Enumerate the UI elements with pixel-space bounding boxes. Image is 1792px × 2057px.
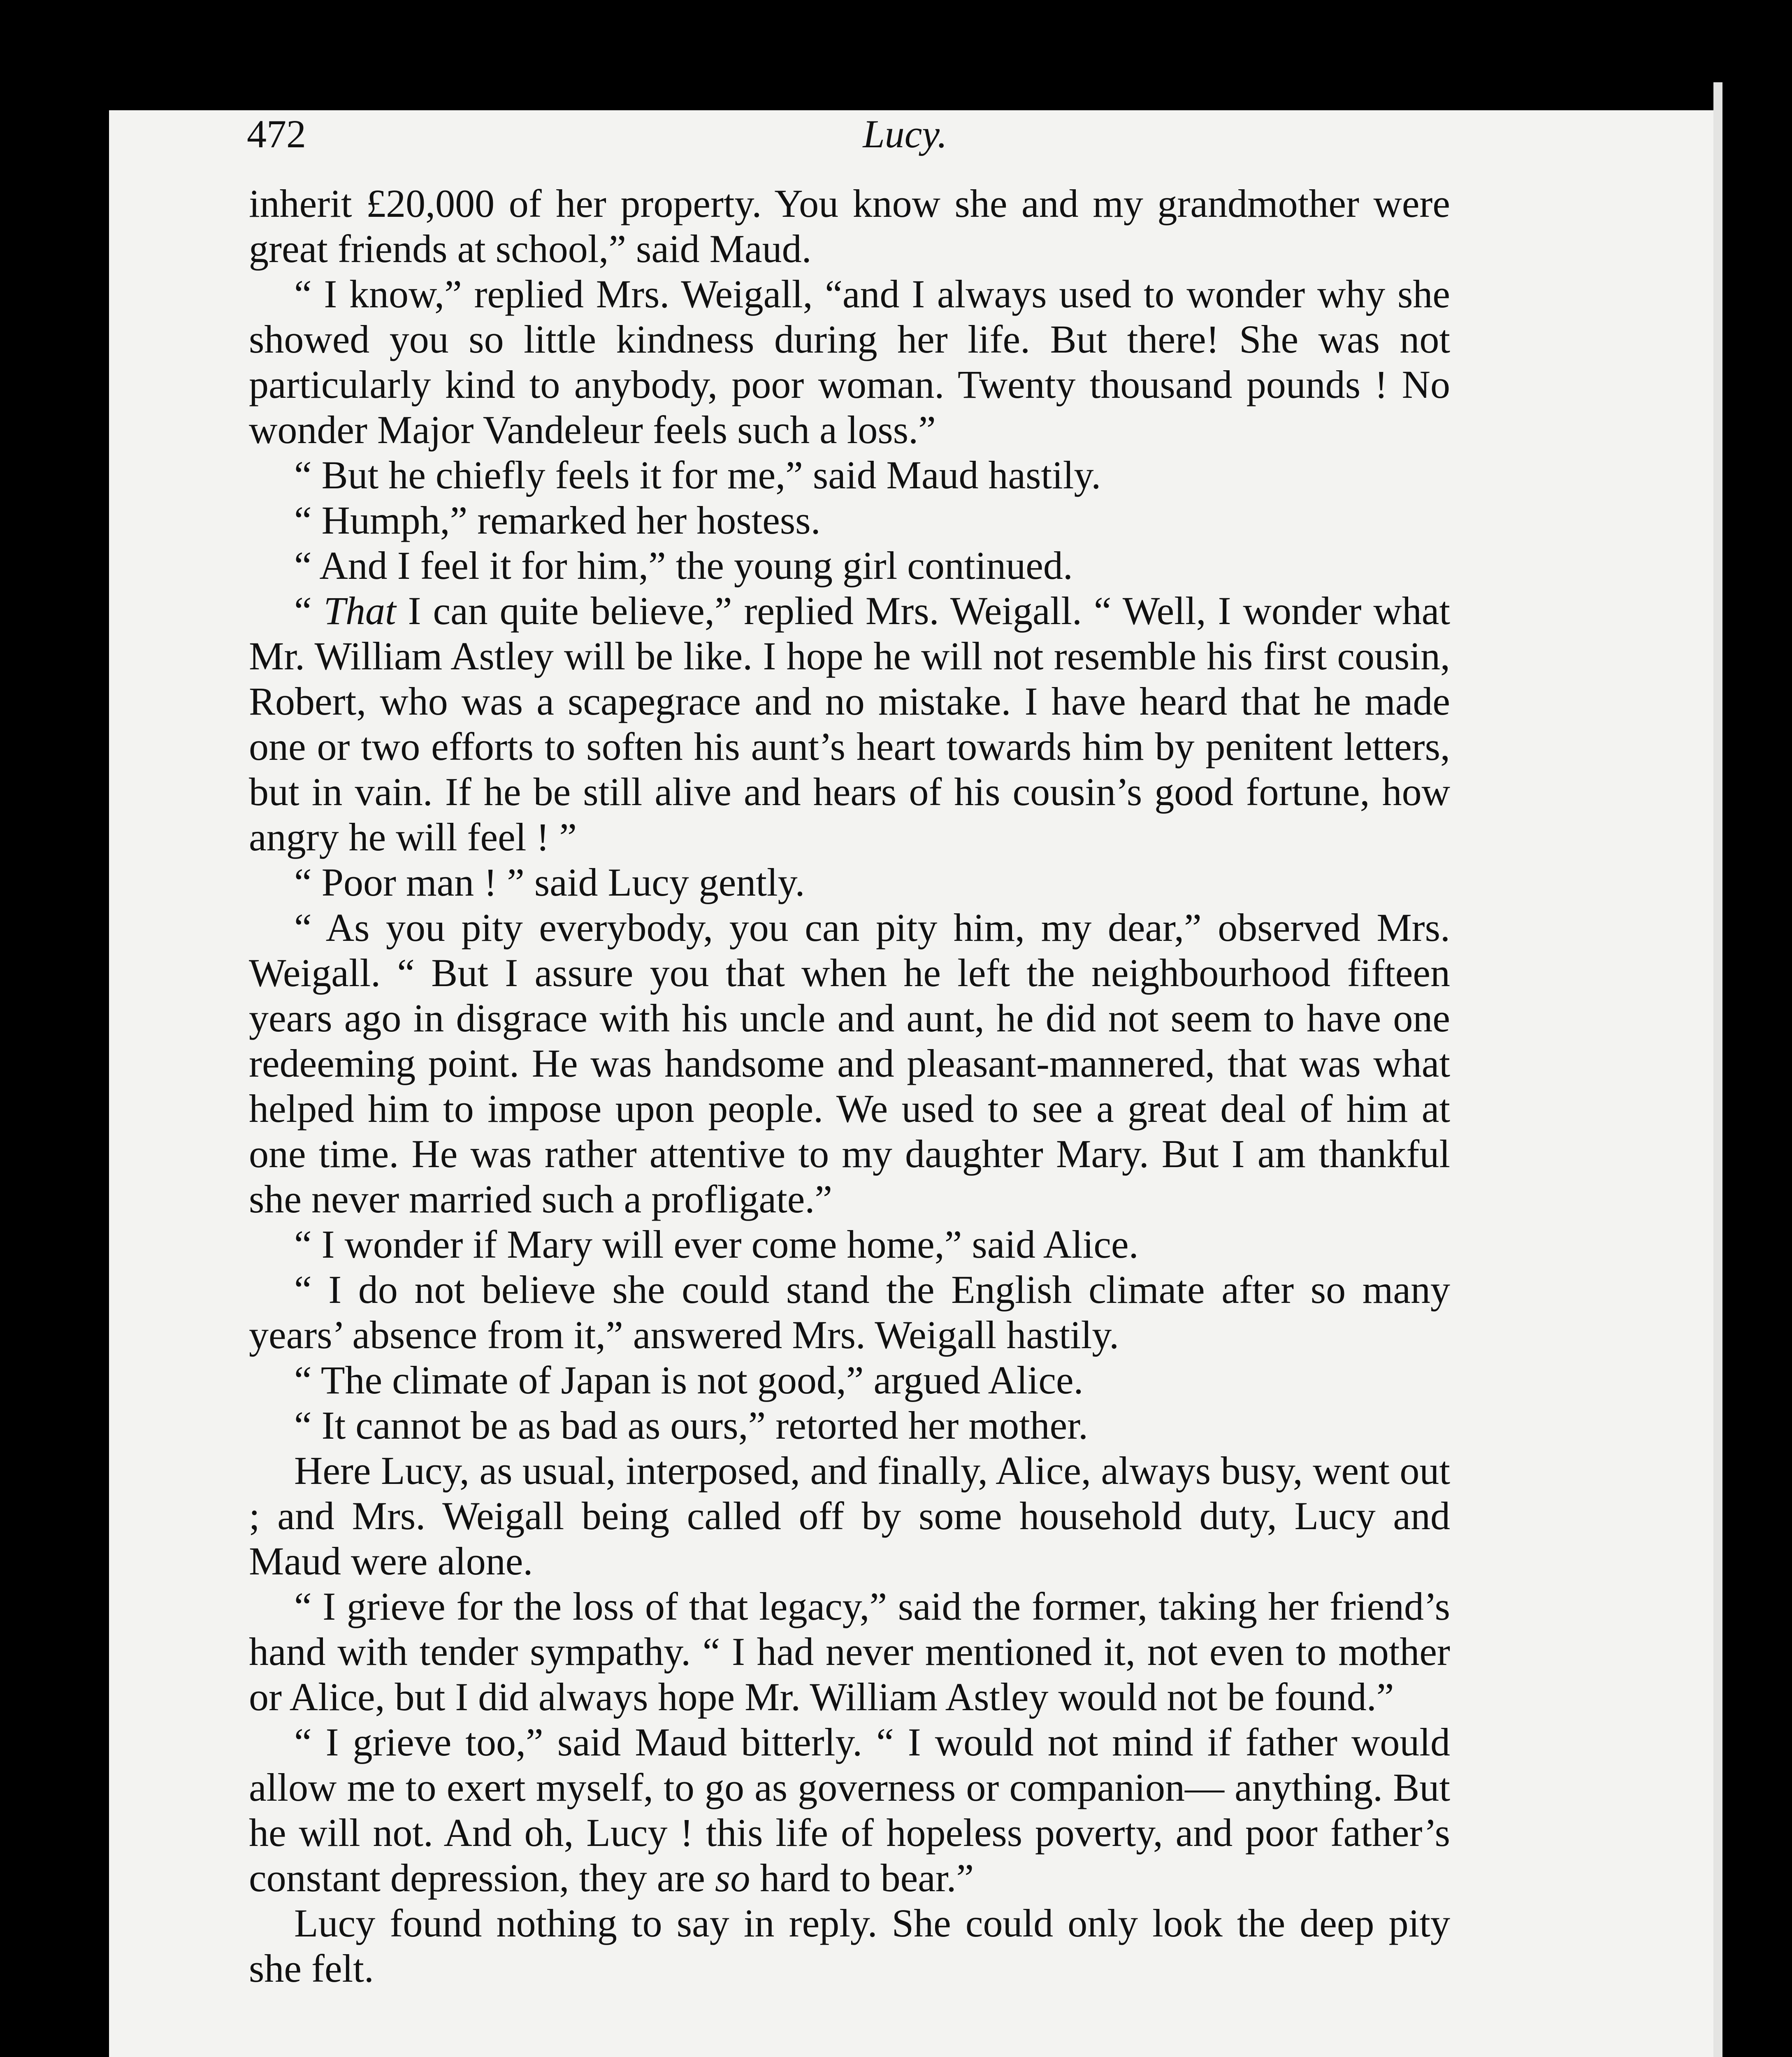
- paragraph: inherit £20,000 of her property. You know she and my grandmother were great friends at school,” said Maud.: [249, 181, 1450, 271]
- paragraph: [249, 1720, 1450, 1901]
- body-text: [249, 181, 1450, 1991]
- italic-word: That: [323, 589, 396, 633]
- paragraph-text: I can quite believe,” replied Mrs. Weigall. “ Well, I wonder what Mr. William Astley will be like. I hope he will not resemble his first cousin, Robert, who was a scapegrace and no mistake. I have heard that he made one or two efforts to soften his aunt’s heart towards him by penitent letters, but in vain. If he be still alive and hears of his cousin’s good fortune, how angry he will feel ! ”: [249, 589, 1451, 859]
- paragraph: Here Lucy, as usual, interposed, and finally, Alice, always busy, went out ; and Mrs. Weigall being called off by some household duty, Lucy and Maud were alone.: [249, 1449, 1450, 1583]
- paragraph: “ That I can quite believe,” replied Mrs. Weigall. “ Well, I wonder what Mr. William Astley will be like. I hope he will not resemble his first cousin, Robert, who was a scapegrace and no mistake. I have heard that he made one or two efforts to soften his aunt’s heart towards him by penitent letters, but in vain. If he be still alive and hears of his cousin’s good fortune, how angry he will feel ! ”: [249, 589, 1451, 859]
- paragraph-text: “ I grieve too,” said Maud bitterly. “ I would not mind if father would allow me to exert myself, to go as governess or companion— anything. But he will not. And oh, Lucy ! this life of hopeless poverty, and poor father’s constant depression, they are: [249, 1720, 1450, 1900]
- paragraph: “ And I feel it for him,” the young girl continued.: [294, 543, 1073, 587]
- paragraph: “ I grieve for the loss of that legacy,” said the former, taking her friend’s hand with tender sympathy. “ I had never mentioned it, not even to mother or Alice, but I did always hope Mr. William Astley would not be found.”: [249, 1584, 1450, 1719]
- paragraph: “ I do not believe she could stand the English climate after so many years’ absence from it,” answered Mrs. Weigall hastily.: [249, 1268, 1450, 1357]
- paragraph: “ I wonder if Mary will ever come home,” said Alice.: [294, 1222, 1139, 1266]
- paragraph: “ I know,” replied Mrs. Weigall, “and I always used to wonder why she showed you so little kindness during her life. But there! She was not particularly kind to anybody, poor woman. Twenty thousand pounds ! No wonder Major Vandeleur feels such a loss.”: [249, 272, 1450, 452]
- page-number: 472: [247, 112, 306, 156]
- paragraph: Lucy found nothing to say in reply. She could only look the deep pity she felt.: [249, 1901, 1450, 1990]
- paragraph-text: hard to bear.”: [760, 1856, 974, 1900]
- paragraph: “ It cannot be as bad as ours,” retorted her mother.: [294, 1403, 1088, 1447]
- paragraph: “ But he chiefly feels it for me,” said Maud hastily.: [294, 453, 1101, 497]
- running-title: Lucy.: [863, 112, 947, 156]
- paragraph: “ Poor man ! ” said Lucy gently.: [294, 860, 805, 904]
- page-edge: [1713, 82, 1722, 2057]
- page-header: [247, 111, 1563, 173]
- paragraph: “ As you pity everybody, you can pity him, my dear,” observed Mrs. Weigall. “ But I assure you that when he left the neighbourhood fifteen years ago in disgrace with his uncle and aunt, he did not seem to have one redeeming point. He was handsome and pleasant-mannered, that was what helped him to impose upon people. We used to see a great deal of him at one time. He was rather attentive to my daughter Mary. But I am thankful she never married such a profligate.”: [249, 905, 1450, 1221]
- paragraph: “ Humph,” remarked her hostess.: [294, 498, 821, 542]
- italic-word: so: [715, 1856, 750, 1900]
- paragraph: “ The climate of Japan is not good,” argued Alice.: [294, 1358, 1084, 1402]
